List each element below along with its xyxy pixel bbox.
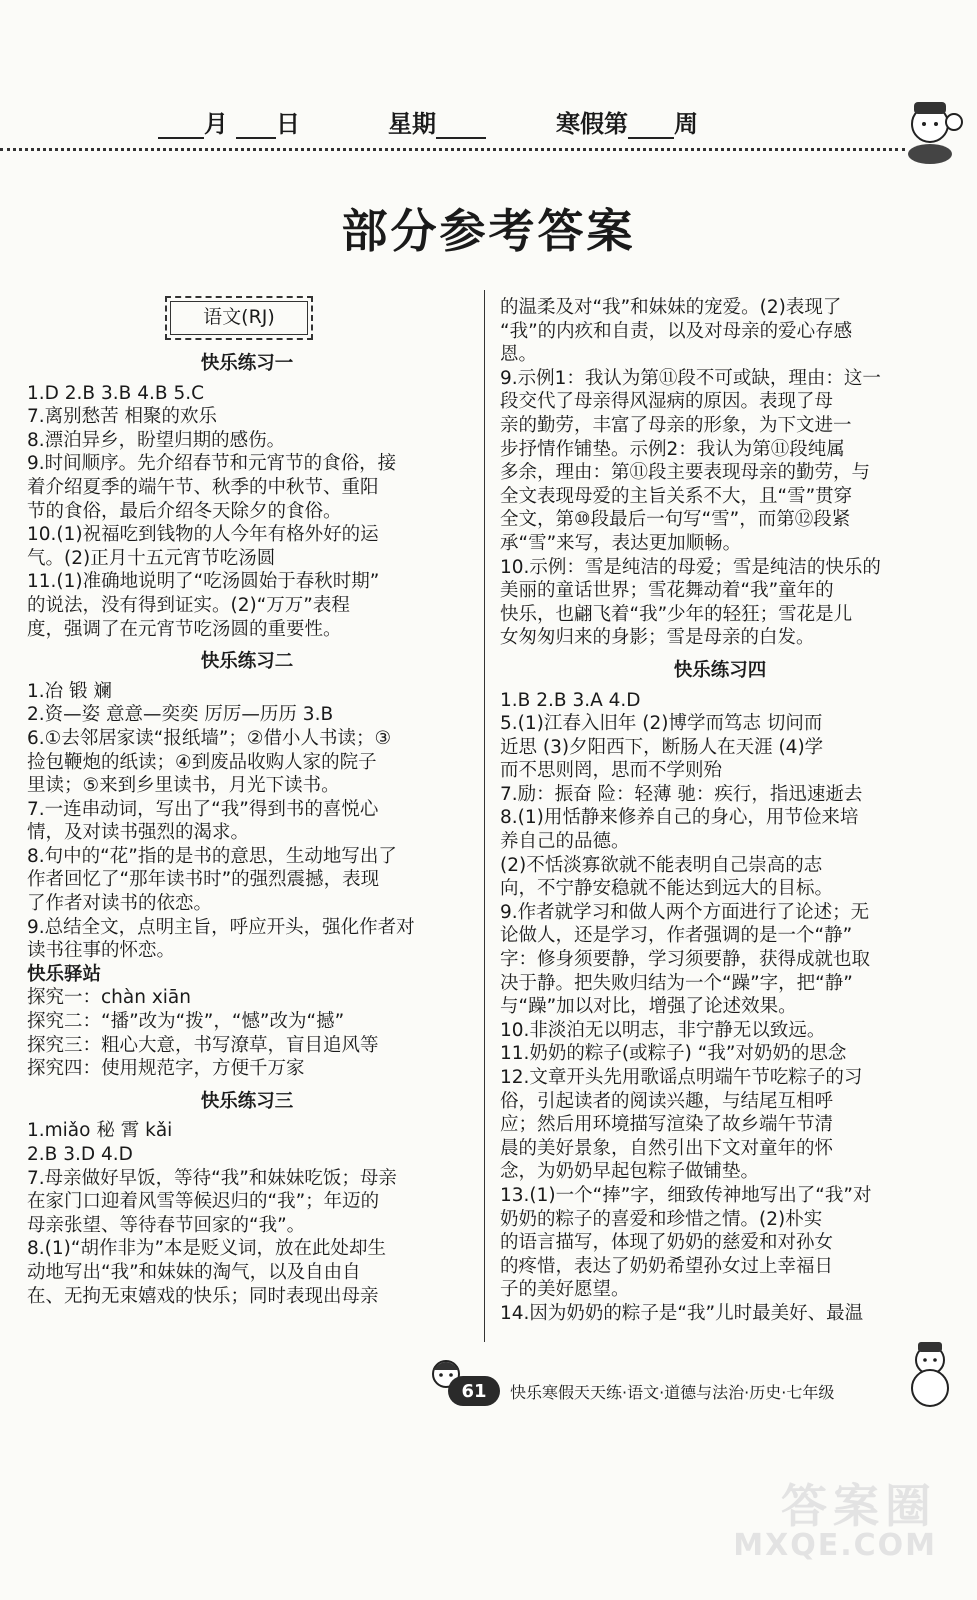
answer-line: 着介绍夏季的端午节、秋季的中秋节、重阳 xyxy=(27,476,379,498)
answer-line: 了作者对读书的依恋。 xyxy=(27,893,213,915)
page-footer xyxy=(430,1370,930,1410)
answer-line: 段交代了母亲得风湿病的原因。表现了母 xyxy=(500,391,834,413)
answer-line: 子的美好愿望。 xyxy=(500,1279,630,1301)
subject-label: 语文(RJ) xyxy=(203,306,275,329)
answer-line: 7.母亲做好早饭，等待“我”和妹妹吃饭；母亲 xyxy=(27,1167,397,1189)
answer-line: 8.句中的“花”指的是书的意思，生动地写出了 xyxy=(27,845,397,867)
answer-line: 2.资—姿 意意—奕奕 厉厉—历历 3.B xyxy=(27,704,334,726)
answer-line: 动地写出“我”和妹妹的淘气，以及自由自 xyxy=(27,1261,361,1283)
sub-heading: 快乐驿站 xyxy=(27,963,102,985)
month-label: 月 xyxy=(204,110,228,138)
answer-line: 与“躁”加以对比，增强了论述效果。 xyxy=(500,996,797,1018)
answer-line: 7.离别愁苦 相聚的欢乐 xyxy=(27,406,218,428)
answer-line: 1.miǎo 秘 霄 kǎi xyxy=(27,1120,173,1142)
right-column xyxy=(500,296,940,1326)
answer-line: 多余，理由：第⑪段主要表现母亲的勤劳，与 xyxy=(500,462,871,484)
answer-line: 气。(2)正月十五元宵节吃汤圆 xyxy=(27,547,276,569)
answer-line: 1.冶 锻 斓 xyxy=(27,680,112,702)
answer-line: 步抒情作铺垫。示例2：我认为第⑪段纯属 xyxy=(500,438,845,460)
answer-line: 14.因为奶奶的粽子是“我”儿时最美好、最温 xyxy=(500,1302,864,1324)
page-number: 61 xyxy=(448,1376,500,1406)
answer-line: 晨的美好景象，自然引出下文对童年的怀 xyxy=(500,1137,834,1159)
section-heading: 快乐练习三 xyxy=(200,1090,294,1112)
answer-line: 度，强调了在元宵节吃汤圆的重要性。 xyxy=(27,618,342,640)
answer-line: 捡包鞭炮的纸读；④到废品收购人家的院子 xyxy=(27,751,377,773)
answer-line: 11.奶奶的粽子(或粽子) “我”对奶奶的思念 xyxy=(500,1043,847,1065)
month-blank xyxy=(158,111,204,139)
answer-line: 10.非淡泊无以明志，非宁静无以致远。 xyxy=(500,1019,826,1041)
answer-line: 探究三：粗心大意，书写潦草，盲目追风等 xyxy=(27,1034,379,1056)
snowman-footer-icon xyxy=(900,1340,960,1410)
day-label: 日 xyxy=(276,110,300,138)
header-dotted-rule xyxy=(0,148,905,151)
answer-line: 里读；⑤来到乡里读书，月光下读书。 xyxy=(27,775,340,797)
snowman-mascot-icon xyxy=(900,98,970,168)
week-label-suffix: 周 xyxy=(674,110,698,138)
answer-line: 论做人，还是学习，作者强调的是一个“静” xyxy=(500,925,853,947)
answer-line: 应；然后用环境描写渲染了故乡端午节清 xyxy=(500,1114,834,1136)
answer-line: 养自己的品德。 xyxy=(500,831,630,853)
answer-line: 作者回忆了“那年读书时”的强烈震撼，表现 xyxy=(27,869,380,891)
watermark-logo: 答案圈 xyxy=(781,1479,937,1533)
answer-line: 探究四：使用规范字，方便千万家 xyxy=(27,1058,305,1080)
answer-line: 9.时间顺序。先介绍春节和元宵节的食俗，接 xyxy=(27,453,397,475)
answer-line: 9.作者就学习和做人两个方面进行了论述；无 xyxy=(500,901,870,923)
subject-label-box xyxy=(165,296,313,340)
answer-line: 的说法，没有得到证实。(2)“万万”表程 xyxy=(27,594,350,616)
answer-line: 决于静。把失败归结为一个“躁”字，把“静” xyxy=(500,972,853,994)
answer-line: 9.总结全文，点明主旨，呼应开头，强化作者对 xyxy=(27,916,415,938)
week-label-prefix: 寒假第 xyxy=(556,110,628,138)
page-title: 部分参考答案 xyxy=(341,204,636,258)
section-heading: 快乐练习一 xyxy=(200,353,294,374)
day-blank xyxy=(236,111,276,139)
answer-line: 7.励：振奋 险：轻薄 驰：疾行，指迅速逝去 xyxy=(500,783,863,805)
answer-line: 10.示例：雪是纯洁的母爱；雪是纯洁的快乐的 xyxy=(500,556,881,578)
answer-line: 俗，引起读者的阅读兴趣，与结尾互相呼 xyxy=(500,1090,834,1112)
watermark-url: MXQE.COM xyxy=(733,1528,937,1563)
answer-line: 1.D 2.B 3.B 4.B 5.C xyxy=(27,382,205,404)
answer-line: “我”的内疚和自责，以及对母亲的爱心存感 xyxy=(500,320,853,342)
answer-line: 8.(1)“胡作非为”本是贬义词，放在此处却生 xyxy=(27,1238,387,1260)
answer-line: 快乐，也翩飞着“我”少年的轻狂；雪花是儿 xyxy=(500,603,853,625)
week-blank xyxy=(628,111,674,139)
answer-line: 5.(1)江春入旧年 (2)博学而笃志 切问而 xyxy=(500,713,823,735)
answer-line: 读书往事的怀恋。 xyxy=(27,940,176,962)
answer-line: 亲的勤劳，丰富了母亲的形象，为下文进一 xyxy=(500,414,852,436)
answer-line: 12.文章开头先用歌谣点明端午节吃粽子的习 xyxy=(500,1067,863,1088)
answer-line: 13.(1)一个“捧”字，细致传神地写出了“我”对 xyxy=(500,1184,872,1206)
answer-line: 的疼惜，表达了奶奶希望孙女过上幸福日 xyxy=(500,1255,834,1277)
answer-line: 全文表现母爱的主旨关系不大，且“雪”贯穿 xyxy=(500,485,853,507)
answer-line: 近思 (3)夕阳西下，断肠人在天涯 (4)学 xyxy=(500,736,824,758)
answer-line: 9.示例1：我认为第⑪段不可或缺，理由：这一 xyxy=(500,367,881,389)
column-divider xyxy=(484,290,485,1342)
answer-line: 恩。 xyxy=(500,344,538,366)
footer-series-title: 快乐寒假天天练·语文·道德与法治·历史·七年级 xyxy=(510,1383,835,1402)
answer-line: 在家门口迎着风雪等候迟归的“我”；年迈的 xyxy=(27,1191,380,1213)
answer-line: 1.B 2.B 3.A 4.D xyxy=(500,689,641,711)
answer-line: 美丽的童话世界；雪花舞动着“我”童年的 xyxy=(500,580,834,602)
answer-line: 而不思则罔，思而不学则殆 xyxy=(500,760,723,782)
answer-line: 7.一连串动词，写出了“我”得到书的喜悦心 xyxy=(27,798,379,820)
section-heading: 快乐练习四 xyxy=(673,659,767,681)
left-column xyxy=(27,296,467,1308)
answer-line: 情，及对读书强烈的渴求。 xyxy=(27,822,250,844)
answer-line: 在、无拘无束嬉戏的快乐；同时表现出母亲 xyxy=(27,1285,379,1307)
answer-line: 母亲张望、等待春节回家的“我”。 xyxy=(27,1214,306,1236)
answer-line: 全文，第⑩段最后一句写“雪”，而第⑫段紧 xyxy=(500,509,851,531)
answer-line: 向，不宁静安稳就不能达到远大的目标。 xyxy=(500,878,834,900)
answer-line: 2.B 3.D 4.D xyxy=(27,1144,133,1165)
section-heading: 快乐练习二 xyxy=(200,651,294,673)
answer-line: 11.(1)准确地说明了“吃汤圆始于春秋时期” xyxy=(27,571,380,593)
date-header xyxy=(0,98,977,158)
answer-line: 承“雪”来写，表达更加顺畅。 xyxy=(500,532,742,554)
answer-line: 8.漂泊异乡，盼望归期的感伤。 xyxy=(27,429,286,451)
date-fields xyxy=(158,104,698,139)
answer-line: 10.(1)祝福吃到钱物的人今年有格外好的运 xyxy=(27,524,379,546)
answer-line: 念，为奶奶早起包粽子做铺垫。 xyxy=(500,1161,760,1183)
answer-line: 的语言描写，体现了奶奶的慈爱和对孙女 xyxy=(500,1232,834,1254)
answer-line: 节的食俗，最后介绍冬天除夕的食俗。 xyxy=(27,500,342,522)
answer-line: 奶奶的粽子的喜爱和珍惜之情。(2)朴实 xyxy=(500,1208,823,1230)
answer-line: 探究一：chàn xiān xyxy=(27,987,191,1009)
weekday-blank xyxy=(436,111,486,139)
weekday-label: 星期 xyxy=(388,110,436,138)
answer-line: 女匆匆归来的身影；雪是母亲的白发。 xyxy=(500,627,815,649)
answer-line: 8.(1)用恬静来修养自己的身心，用节俭来培 xyxy=(500,807,859,829)
answer-line: 6.①去邻居家读“报纸墙”；②借小人书读；③ xyxy=(27,727,392,749)
answer-line: 探究二：“播”改为“拨”，“憾”改为“撼” xyxy=(27,1011,345,1033)
answer-line: 的温柔及对“我”和妹妹的宠爱。(2)表现了 xyxy=(500,297,842,318)
answer-line: 字：修身须要静，学习须要静，获得成就也取 xyxy=(500,949,871,971)
answer-line: (2)不恬淡寡欲就不能表明自己崇高的志 xyxy=(500,854,823,876)
